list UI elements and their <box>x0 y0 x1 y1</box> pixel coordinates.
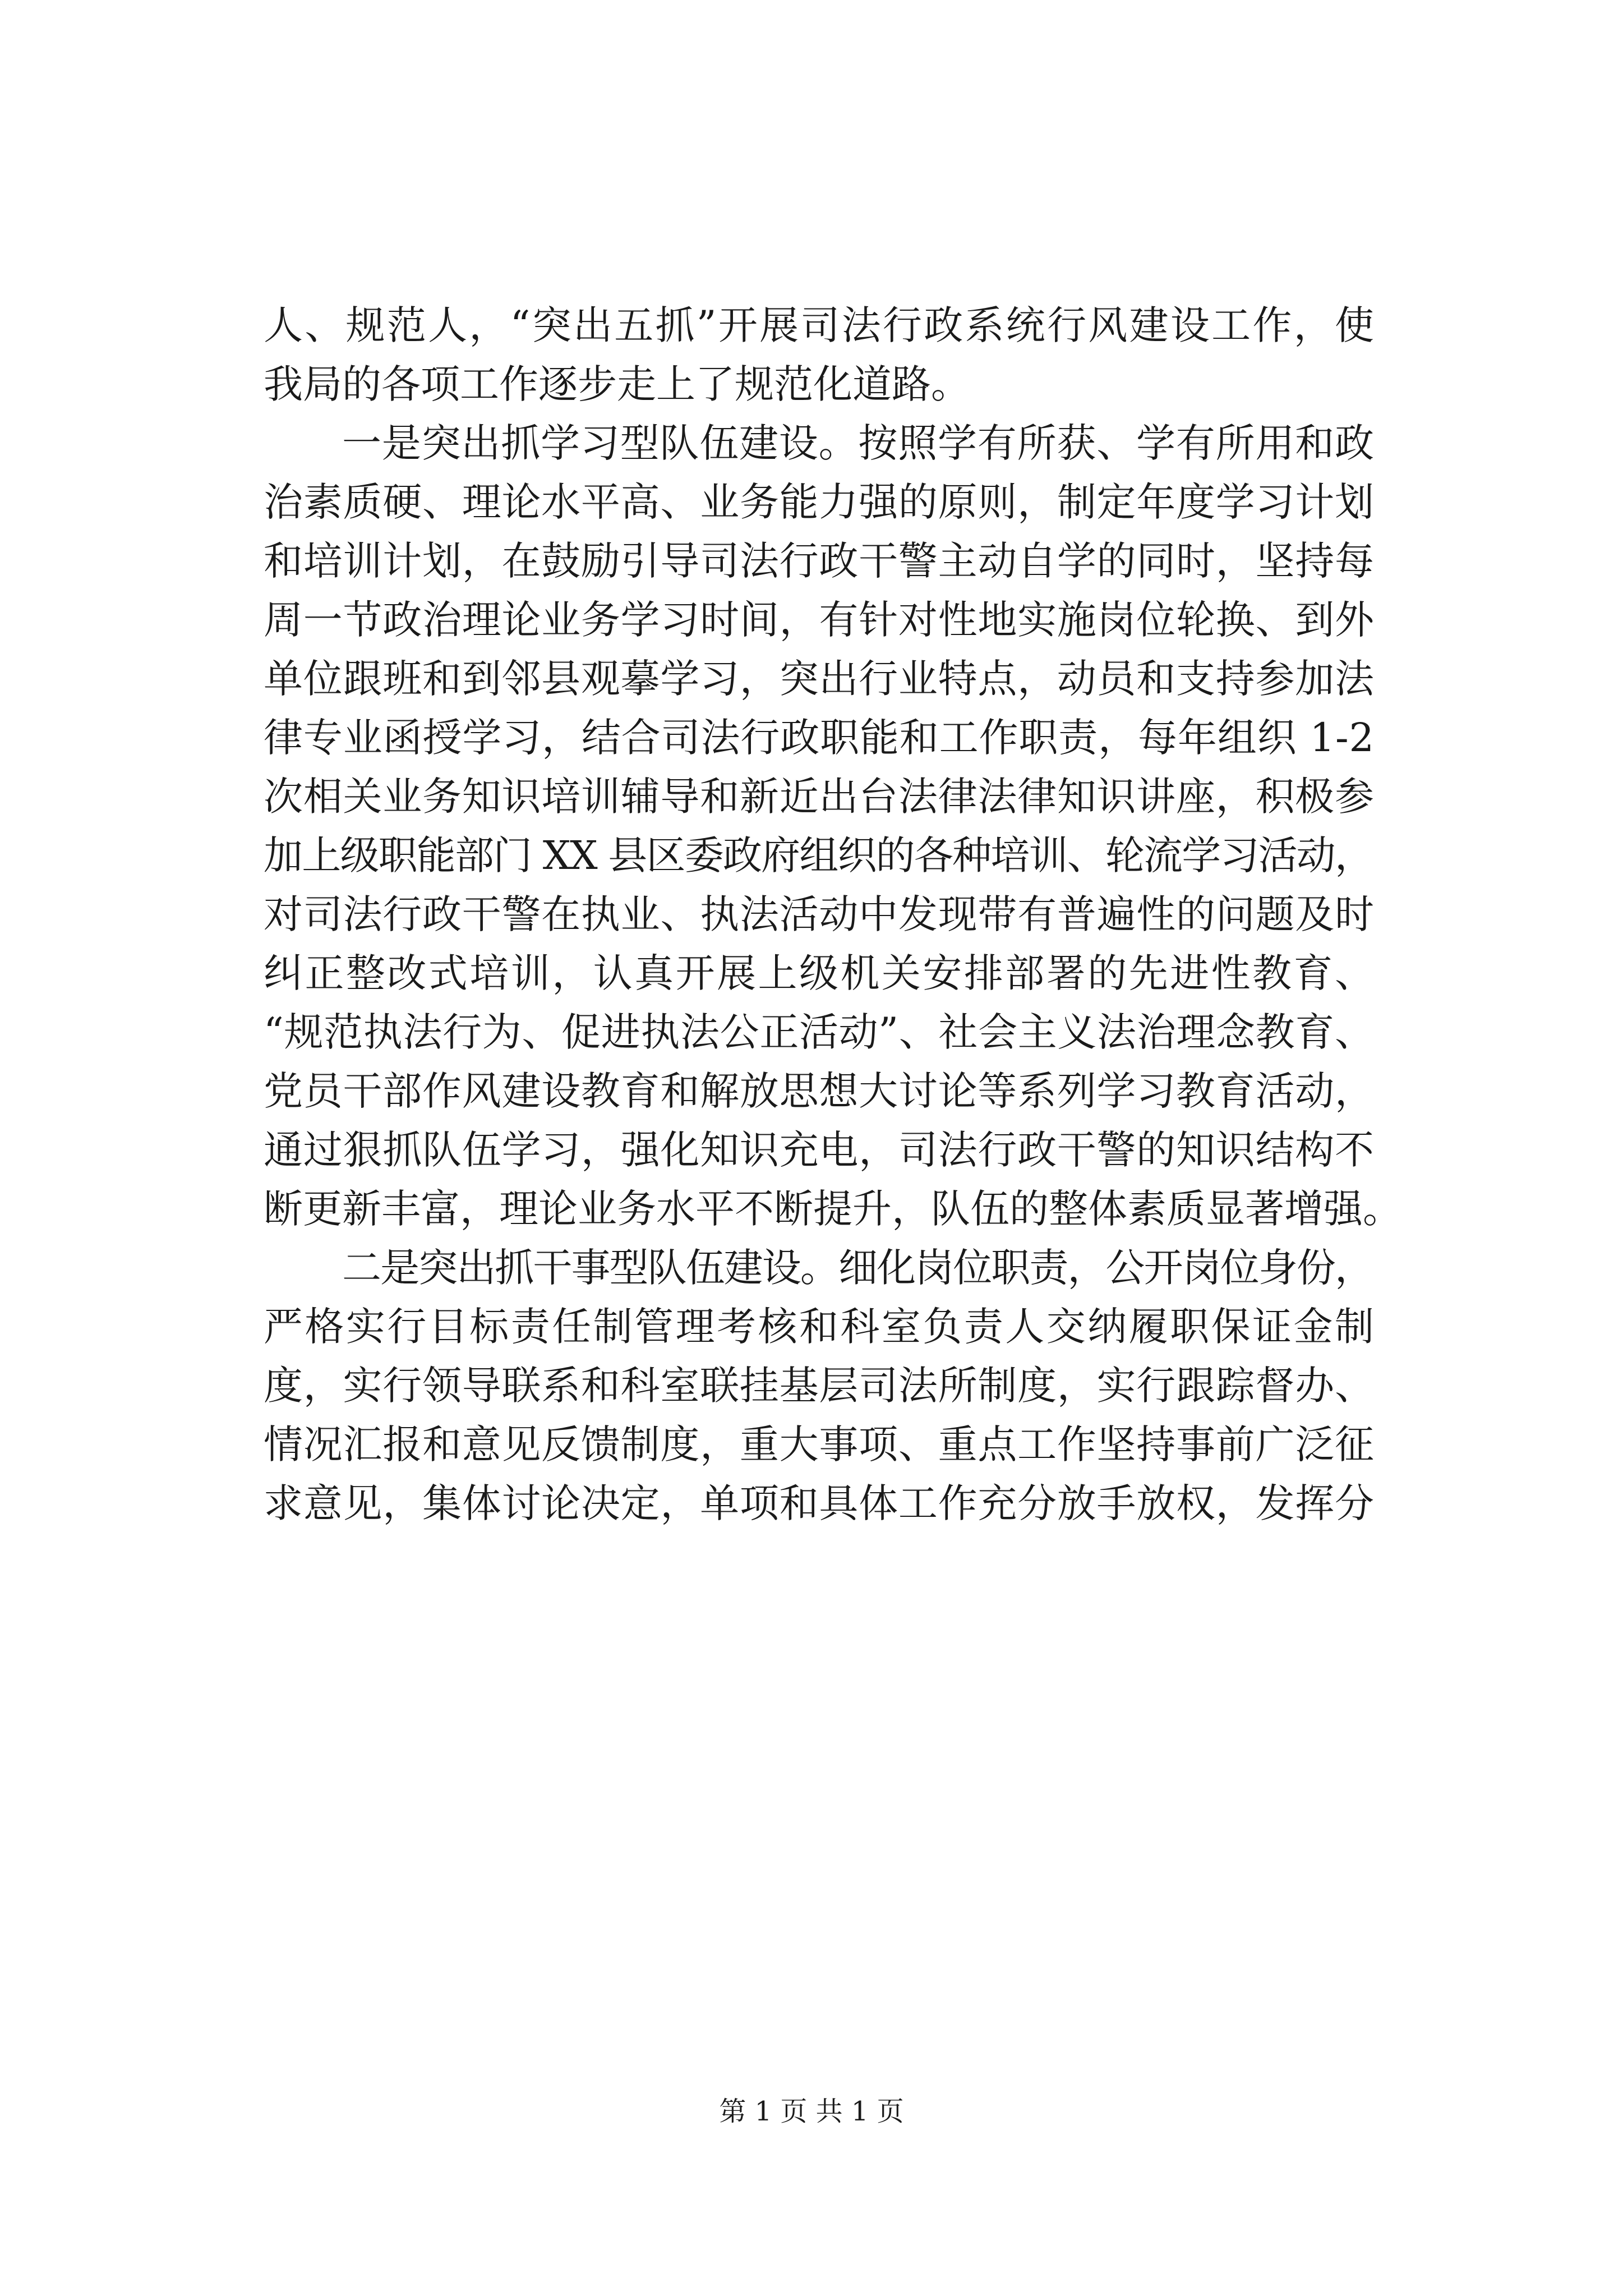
text-line: 二是突出抓干事型队伍建设。细化岗位职责，公开岗位身份， <box>342 1245 1373 1291</box>
text-line: 对司法行政干警在执业、执法活动中发现带有普遍性的问题及时 <box>264 891 1375 937</box>
text-line: 单位跟班和到邻县观摹学习，突出行业特点，动员和支持参加法 <box>264 656 1375 702</box>
text-line: 律专业函授学习，结合司法行政职能和工作职责，每年组织 1-2 <box>264 715 1375 761</box>
page-footer: 第 1 页 共 1 页 <box>719 2096 904 2127</box>
text-line: “规范执法行为、促进执法公正活动”、社会主义法治理念教育、 <box>264 1009 1375 1055</box>
text-line: 治素质硬、理论水平高、业务能力强的原则，制定年度学习计划 <box>264 479 1375 525</box>
text-line: 求意见，集体讨论决定，单项和具体工作充分放手放权，发挥分 <box>264 1480 1375 1526</box>
text-line: 周一节政治理论业务学习时间，有针对性地实施岗位轮换、到外 <box>264 597 1375 643</box>
text-line: 和培训计划，在鼓励引导司法行政干警主动自学的同时，坚持每 <box>264 538 1375 584</box>
text-line: 度，实行领导联系和科室联挂基层司法所制度，实行跟踪督办、 <box>264 1363 1375 1409</box>
text-line: 我局的各项工作逐步走上了规范化道路。 <box>264 361 970 407</box>
text-line: 加上级职能部门 XX 县区委政府组织的各种培训、轮流学习活动， <box>264 832 1373 878</box>
text-line: 人、规范人，“突出五抓”开展司法行政系统行风建设工作，使 <box>264 302 1376 348</box>
text-line: 一是突出抓学习型队伍建设。按照学有所获、学有所用和政 <box>342 420 1375 466</box>
text-line: 情况汇报和意见反馈制度，重大事项、重点工作坚持事前广泛征 <box>264 1421 1375 1467</box>
text-line: 纠正整改式培训，认真开展上级机关安排部署的先进性教育、 <box>264 950 1376 996</box>
text-line: 通过狠抓队伍学习，强化知识充电，司法行政干警的知识结构不 <box>264 1127 1375 1173</box>
text-line: 严格实行目标责任制管理考核和科室负责人交纳履职保证金制 <box>264 1304 1376 1350</box>
text-line: 次相关业务知识培训辅导和新近出台法律法律知识讲座，积极参 <box>264 774 1375 820</box>
text-line: 断更新丰富，理论业务水平不断提升，队伍的整体素质显著增强。 <box>264 1186 1402 1232</box>
text-line: 党员干部作风建设教育和解放思想大讨论等系列学习教育活动， <box>264 1068 1375 1114</box>
document-body <box>264 296 1402 1533</box>
